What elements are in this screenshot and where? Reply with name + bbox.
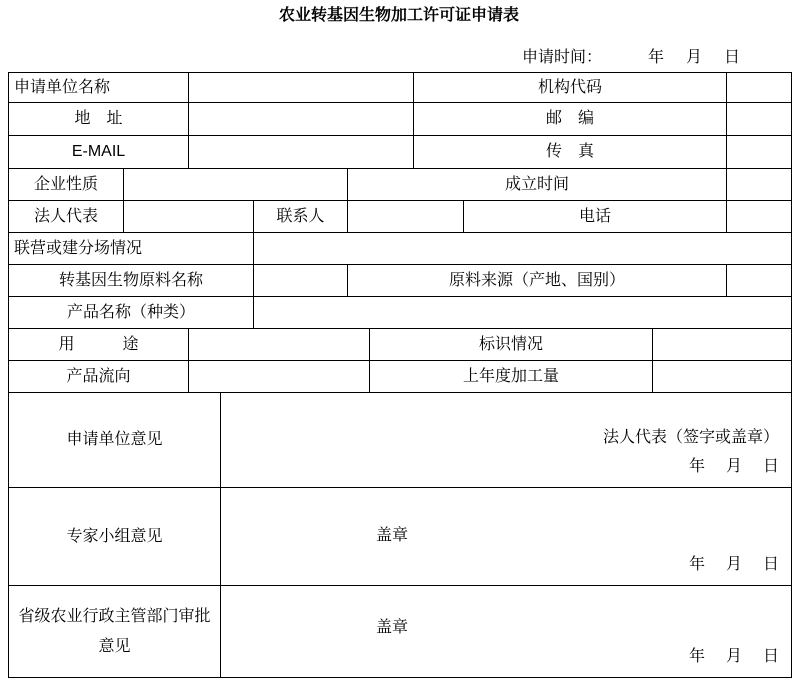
apply-time-line <box>0 50 798 66</box>
last-year-volume-input[interactable] <box>653 361 791 392</box>
gmo-material-label: 转基因生物原料名称 <box>9 265 254 296</box>
founding-time-input[interactable] <box>727 169 791 200</box>
legal-rep-input[interactable] <box>124 201 254 232</box>
row-expert-opinion <box>9 488 791 586</box>
phone-label: 电话 <box>464 201 727 232</box>
product-flow-input[interactable] <box>189 361 370 392</box>
legal-rep-label: 法人代表 <box>9 201 124 232</box>
usage-input[interactable] <box>189 329 370 360</box>
row-gmo-material <box>9 265 791 297</box>
row-enterprise-nature <box>9 169 791 201</box>
org-code-label: 机构代码 <box>414 73 727 102</box>
provincial-opinion-date-line <box>221 649 791 665</box>
last-year-volume-label: 上年度加工量 <box>370 361 653 392</box>
contact-label: 联系人 <box>254 201 348 232</box>
founding-time-label: 成立时间 <box>348 169 727 200</box>
product-name-input[interactable] <box>254 297 791 328</box>
expert-seal-label: 盖章 <box>376 527 409 544</box>
address-input[interactable] <box>189 103 414 135</box>
material-source-label: 原料来源（产地、国别） <box>348 265 727 296</box>
enterprise-nature-label: 企业性质 <box>9 169 124 200</box>
address-label: 地 址 <box>9 103 189 135</box>
date-year: 年 <box>688 556 705 573</box>
date-year: 年 <box>688 648 705 665</box>
date-month: 月 <box>725 458 742 475</box>
row-provincial-opinion <box>9 586 791 677</box>
org-code-input[interactable] <box>727 73 791 102</box>
expert-group-opinion-label: 专家小组意见 <box>9 488 221 585</box>
applicant-name-input[interactable] <box>189 73 414 102</box>
apply-time-day: 日 <box>723 49 740 66</box>
usage-label: 用 途 <box>9 329 189 360</box>
legal-rep-sign-label: 法人代表（签字或盖章） <box>602 429 779 446</box>
product-flow-label: 产品流向 <box>9 361 189 392</box>
row-applicant-opinion <box>9 393 791 488</box>
joint-operation-input[interactable] <box>254 233 791 264</box>
application-form-table <box>8 72 792 678</box>
row-legal-rep <box>9 201 791 233</box>
contact-input[interactable] <box>348 201 464 232</box>
apply-time-year: 年 <box>647 49 664 66</box>
row-usage <box>9 329 791 361</box>
row-joint-operation <box>9 233 791 265</box>
apply-time-month: 月 <box>685 49 702 66</box>
email-label: E-MAIL <box>9 136 189 168</box>
material-source-input[interactable] <box>727 265 791 296</box>
row-email <box>9 136 791 169</box>
row-applicant-name <box>9 73 791 103</box>
date-day: 日 <box>762 556 779 573</box>
expert-opinion-date-line <box>221 557 791 573</box>
expert-opinion-area[interactable] <box>221 488 791 585</box>
date-year: 年 <box>688 458 705 475</box>
fax-label: 传 真 <box>414 136 727 168</box>
postcode-input[interactable] <box>727 103 791 135</box>
email-input[interactable] <box>189 136 414 168</box>
row-product-flow <box>9 361 791 393</box>
date-day: 日 <box>762 648 779 665</box>
page-title: 农业转基因生物加工许可证申请表 <box>278 7 519 24</box>
applicant-opinion-area[interactable] <box>221 393 791 487</box>
date-day: 日 <box>762 458 779 475</box>
product-name-label: 产品名称（种类） <box>9 297 254 328</box>
gmo-material-input[interactable] <box>254 265 348 296</box>
applicant-opinion-label: 申请单位意见 <box>9 393 221 487</box>
phone-input[interactable] <box>727 201 791 232</box>
enterprise-nature-input[interactable] <box>124 169 348 200</box>
row-product-name <box>9 297 791 329</box>
date-month: 月 <box>725 556 742 573</box>
provincial-dept-opinion-label <box>9 586 221 677</box>
applicant-opinion-date-line <box>221 459 791 475</box>
postcode-label: 邮 编 <box>414 103 727 135</box>
provincial-dept-opinion-text: 省级农业行政主管部门审批意见 <box>18 607 211 655</box>
provincial-seal-label: 盖章 <box>376 619 409 636</box>
date-month: 月 <box>725 648 742 665</box>
labeling-label: 标识情况 <box>370 329 653 360</box>
applicant-name-label: 申请单位名称 <box>9 73 189 102</box>
provincial-opinion-area[interactable] <box>221 586 791 677</box>
fax-input[interactable] <box>727 136 791 168</box>
apply-time-label: 申请时间： <box>521 49 602 66</box>
row-address <box>9 103 791 136</box>
joint-operation-label: 联营或建分场情况 <box>9 233 254 264</box>
labeling-input[interactable] <box>653 329 791 360</box>
